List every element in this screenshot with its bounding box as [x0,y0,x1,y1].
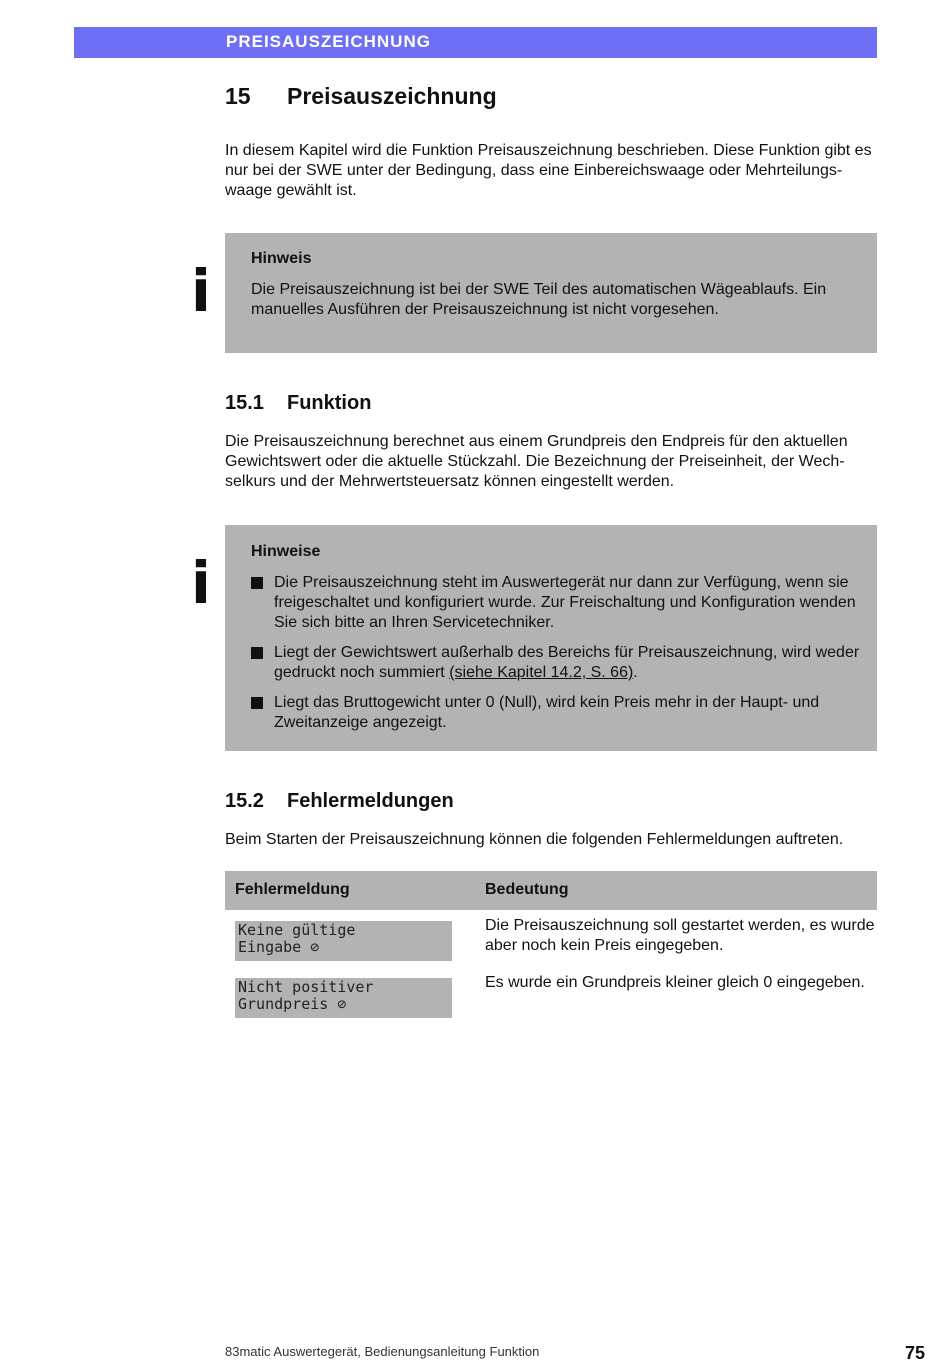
error-display-message: Nicht positiver Grundpreis ⊘ [235,978,452,1018]
chapter-reference-link[interactable]: (siehe Kapitel 14.2, S. 66) [449,664,634,681]
error-meaning: Es wurde ein Grundpreis kleiner gleich 0 eingegeben. [485,974,865,991]
section-heading-funktion [225,392,371,415]
bullet-square-icon [251,647,263,659]
list-item [251,643,861,683]
list-item-end: . [633,664,638,681]
chapter-number: 15 [225,83,251,109]
hint-text: Die Preisauszeichnung ist bei der SWE Teil des automatischen Wägeablaufs. Ein manuelles Ausführen der Preisauszeichnung ist nicht vorgesehen. [251,281,827,318]
section-header-label: PREISAUSZEICHNUNG [226,32,431,51]
footer-text: 83matic Auswertegerät, Bedienungsanleitung Funktion [225,1344,540,1359]
section-title: Funktion [287,392,372,414]
intro-paragraph: In diesem Kapitel wird die Funktion Preisauszeichnung beschrieben. Diese Funktion gibt es nur bei der SWE unter der Bedingung, dass eine Einbereichswaage oder Mehrteilungs-waage gewählt ist. [225,142,872,199]
column-header-fehlermeldung: Fehlermeldung [235,881,350,898]
page-number: 75 [904,1343,925,1363]
info-icon: i [191,549,211,617]
chapter-heading [225,83,497,110]
bullet-square-icon [251,577,263,589]
list-item-text: Liegt das Bruttogewicht unter 0 (Null), wird kein Preis mehr in der Haupt- und Zweitanzeige angezeigt. [274,694,820,731]
list-item [251,693,861,733]
section-title: Fehlermeldungen [287,790,454,812]
hint-title: Hinweis [251,250,312,267]
funktion-paragraph: Die Preisauszeichnung berechnet aus einem Grundpreis den Endpreis für den aktuellen Gewichtswert oder die aktuelle Stückzahl. Die Bezeichnung der Preiseinheit, der Wech-selkurs und der Mehrwertsteuersatz können eingestellt werden. [225,433,848,490]
fehlermeldungen-paragraph: Beim Starten der Preisauszeichnung können die folgenden Fehlermeldungen auftreten. [225,831,844,848]
hints-box [225,525,877,751]
error-table-header [225,871,877,910]
section-heading-fehlermeldungen [225,790,454,813]
list-item-text: Liegt der Gewichtswert außerhalb des Bereichs für Preisauszeichnung, wird weder gedruckt noch summiert [274,644,860,681]
column-header-bedeutung: Bedeutung [485,881,569,898]
list-item [251,573,861,633]
info-icon: i [191,257,211,325]
error-meaning: Die Preisauszeichnung soll gestartet werden, es wurde aber noch kein Preis eingegeben. [485,917,875,954]
hints-title: Hinweise [251,543,321,560]
chapter-title: Preisauszeichnung [287,83,497,109]
list-item-text: Die Preisauszeichnung steht im Auswertegerät nur dann zur Verfügung, wenn sie freigeschaltet und konfiguriert wurde. Zur Freischaltung und Konfiguration wenden Sie sich bitte an Ihren Servicetechniker. [274,574,856,631]
hints-list [251,573,861,743]
bullet-square-icon [251,697,263,709]
section-header-bar [74,27,877,58]
section-number: 15.2 [225,790,264,812]
hint-box [225,233,877,353]
section-number: 15.1 [225,392,264,414]
error-display-message: Keine gültige Eingabe ⊘ [235,921,452,961]
